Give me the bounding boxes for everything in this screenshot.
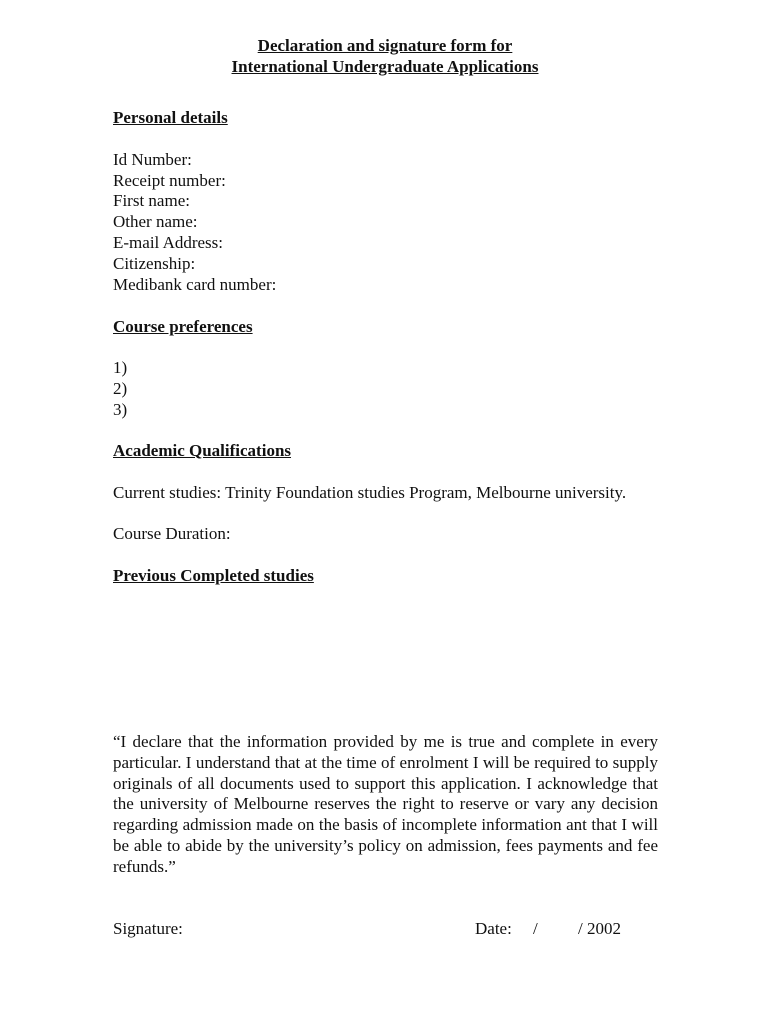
course-duration-label: Course Duration: [113,524,231,543]
document-title-line-1: Declaration and signature form for [257,36,513,55]
date-year: / 2002 [578,919,621,938]
date-separator: / [533,919,538,938]
first-name-label: First name: [113,191,190,210]
academic-qualifications-heading: Academic Qualifications [113,441,292,460]
previous-completed-studies-heading: Previous Completed studies [113,566,314,585]
personal-details-heading: Personal details [113,108,228,127]
citizenship-label: Citizenship: [113,254,196,273]
course-preference-2: 2) [113,379,128,398]
id-number-label: Id Number: [113,150,192,169]
declaration-paragraph: “I declare that the information provided by me is true and complete in every particular. I understand that at the time of enrolment I will be required to supply originals of all documents used to support this application. I acknowledge that the university of Melbourne reserves the right to reserve or vary any decision regarding admission made on the basis of incomplete information ant that I will be able to abide by the university’s policy on admission, fees payments and fee refunds.” [113,732,658,876]
date-label: Date: [475,919,512,938]
medibank-card-number-label: Medibank card number: [113,275,277,294]
course-preference-3: 3) [113,400,128,419]
current-studies-text: Current studies: Trinity Foundation studies Program, Melbourne university. [113,483,627,502]
email-address-label: E-mail Address: [113,233,224,252]
course-preferences-heading: Course preferences [113,317,253,336]
signature-label: Signature: [113,919,183,938]
receipt-number-label: Receipt number: [113,171,226,190]
course-preference-1: 1) [113,358,128,377]
other-name-label: Other name: [113,212,198,231]
document-title-line-2: International Undergraduate Applications [231,57,539,76]
